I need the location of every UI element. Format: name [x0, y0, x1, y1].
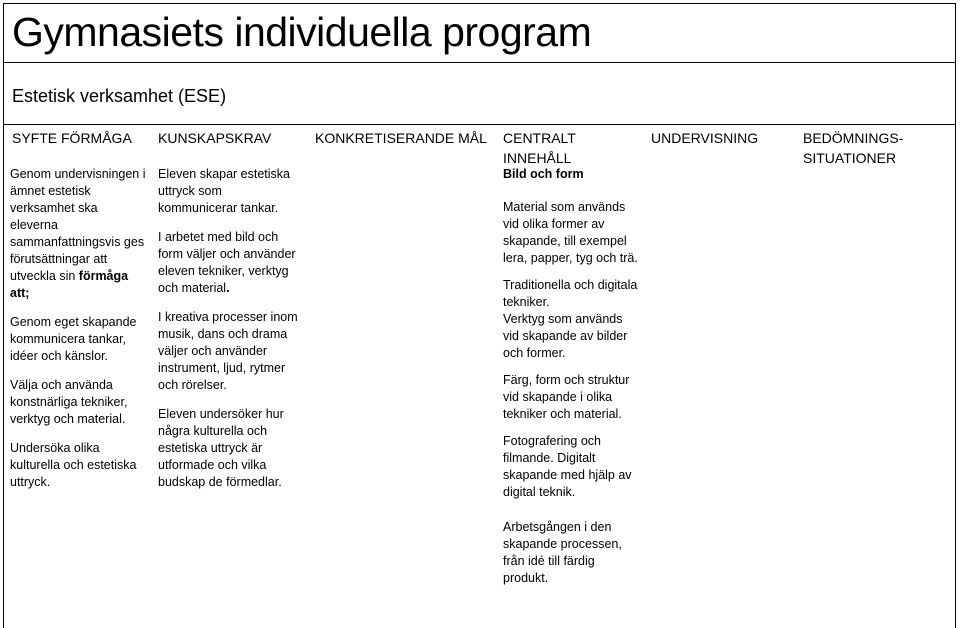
syfte-item-2: Välja och använda konstnärliga tekniker, verktyg och material. — [10, 378, 128, 426]
syfte-intro-bold: förmåga att; — [10, 269, 129, 300]
syfte-item-1: Genom eget skapande kommunicera tankar, idéer och känslor. — [10, 315, 137, 363]
kunskapskrav-item-2-bold: . — [226, 281, 230, 295]
centralt-heading: Bild och form — [503, 167, 584, 181]
header-kunskapskrav: KUNSKAPSKRAV — [158, 130, 272, 146]
centralt-item-1: Material som används vid olika former av skapande, till exempel lera, papper, tyg och trä. — [503, 200, 638, 265]
header-bedomningssituationer — [803, 128, 903, 168]
syfte-item-3: Undersöka olika kulturella och estetiska uttryck. — [10, 441, 137, 489]
centralt-item-4: Färg, form och struktur vid skapande i olika tekniker och material. — [503, 373, 630, 421]
kunskapskrav-item-4: Eleven undersöker hur några kulturella och estetiska uttryck är utformade och vilka budskap de förmedlar. — [158, 407, 284, 489]
header-konkretiserande-mal: KONKRETISERANDE MÅL — [315, 130, 487, 146]
page-title: Gymnasiets individuella program — [12, 9, 592, 55]
header-bedomning-line2: SITUATIONER — [803, 150, 897, 166]
centralt-item-6: Arbetsgången i den skapande processen, från idé till färdig produkt. — [503, 520, 622, 585]
centralt-item-5: Fotografering och filmande. Digitalt skapande med hjälp av digital teknik. — [503, 434, 632, 499]
header-undervisning: UNDERVISNING — [651, 130, 759, 146]
header-centralt-line1: CENTRALT — [503, 130, 576, 146]
header-centralt-line2: INNEHÅLL — [503, 150, 572, 166]
syfte-column — [10, 166, 148, 503]
kunskapskrav-item-2 — [158, 229, 298, 297]
syfte-intro — [10, 166, 148, 302]
kunskapskrav-column — [158, 166, 298, 503]
divider-subtitle — [3, 124, 956, 125]
syfte-intro-text: Genom undervisningen i ämnet estetisk verksamhet ska eleverna sammanfattningsvis ges förutsättningar att utveckla sin — [10, 167, 146, 283]
kunskapskrav-item-3: I kreativa processer inom musik, dans och drama väljer och använder instrument, ljud, rytmer och rörelser. — [158, 310, 298, 392]
program-subtitle: Estetisk verksamhet (ESE) — [12, 86, 227, 106]
centralt-innehall-column — [503, 166, 638, 597]
header-syfte: SYFTE FÖRMÅGA — [12, 130, 132, 146]
centralt-item-2: Traditionella och digitala tekniker. — [503, 278, 638, 309]
kunskapskrav-item-2-text: I arbetet med bild och form väljer och använder eleven tekniker, verktyg och material — [158, 230, 296, 295]
centralt-item-3: Verktyg som används vid skapande av bilder och former. — [503, 312, 628, 360]
kunskapskrav-item-1: Eleven skapar estetiska uttryck som kommunicerar tankar. — [158, 167, 291, 215]
header-centralt-innehall — [503, 128, 576, 168]
divider-title — [3, 62, 956, 63]
header-bedomning-line1: BEDÖMNINGS- — [803, 130, 904, 146]
